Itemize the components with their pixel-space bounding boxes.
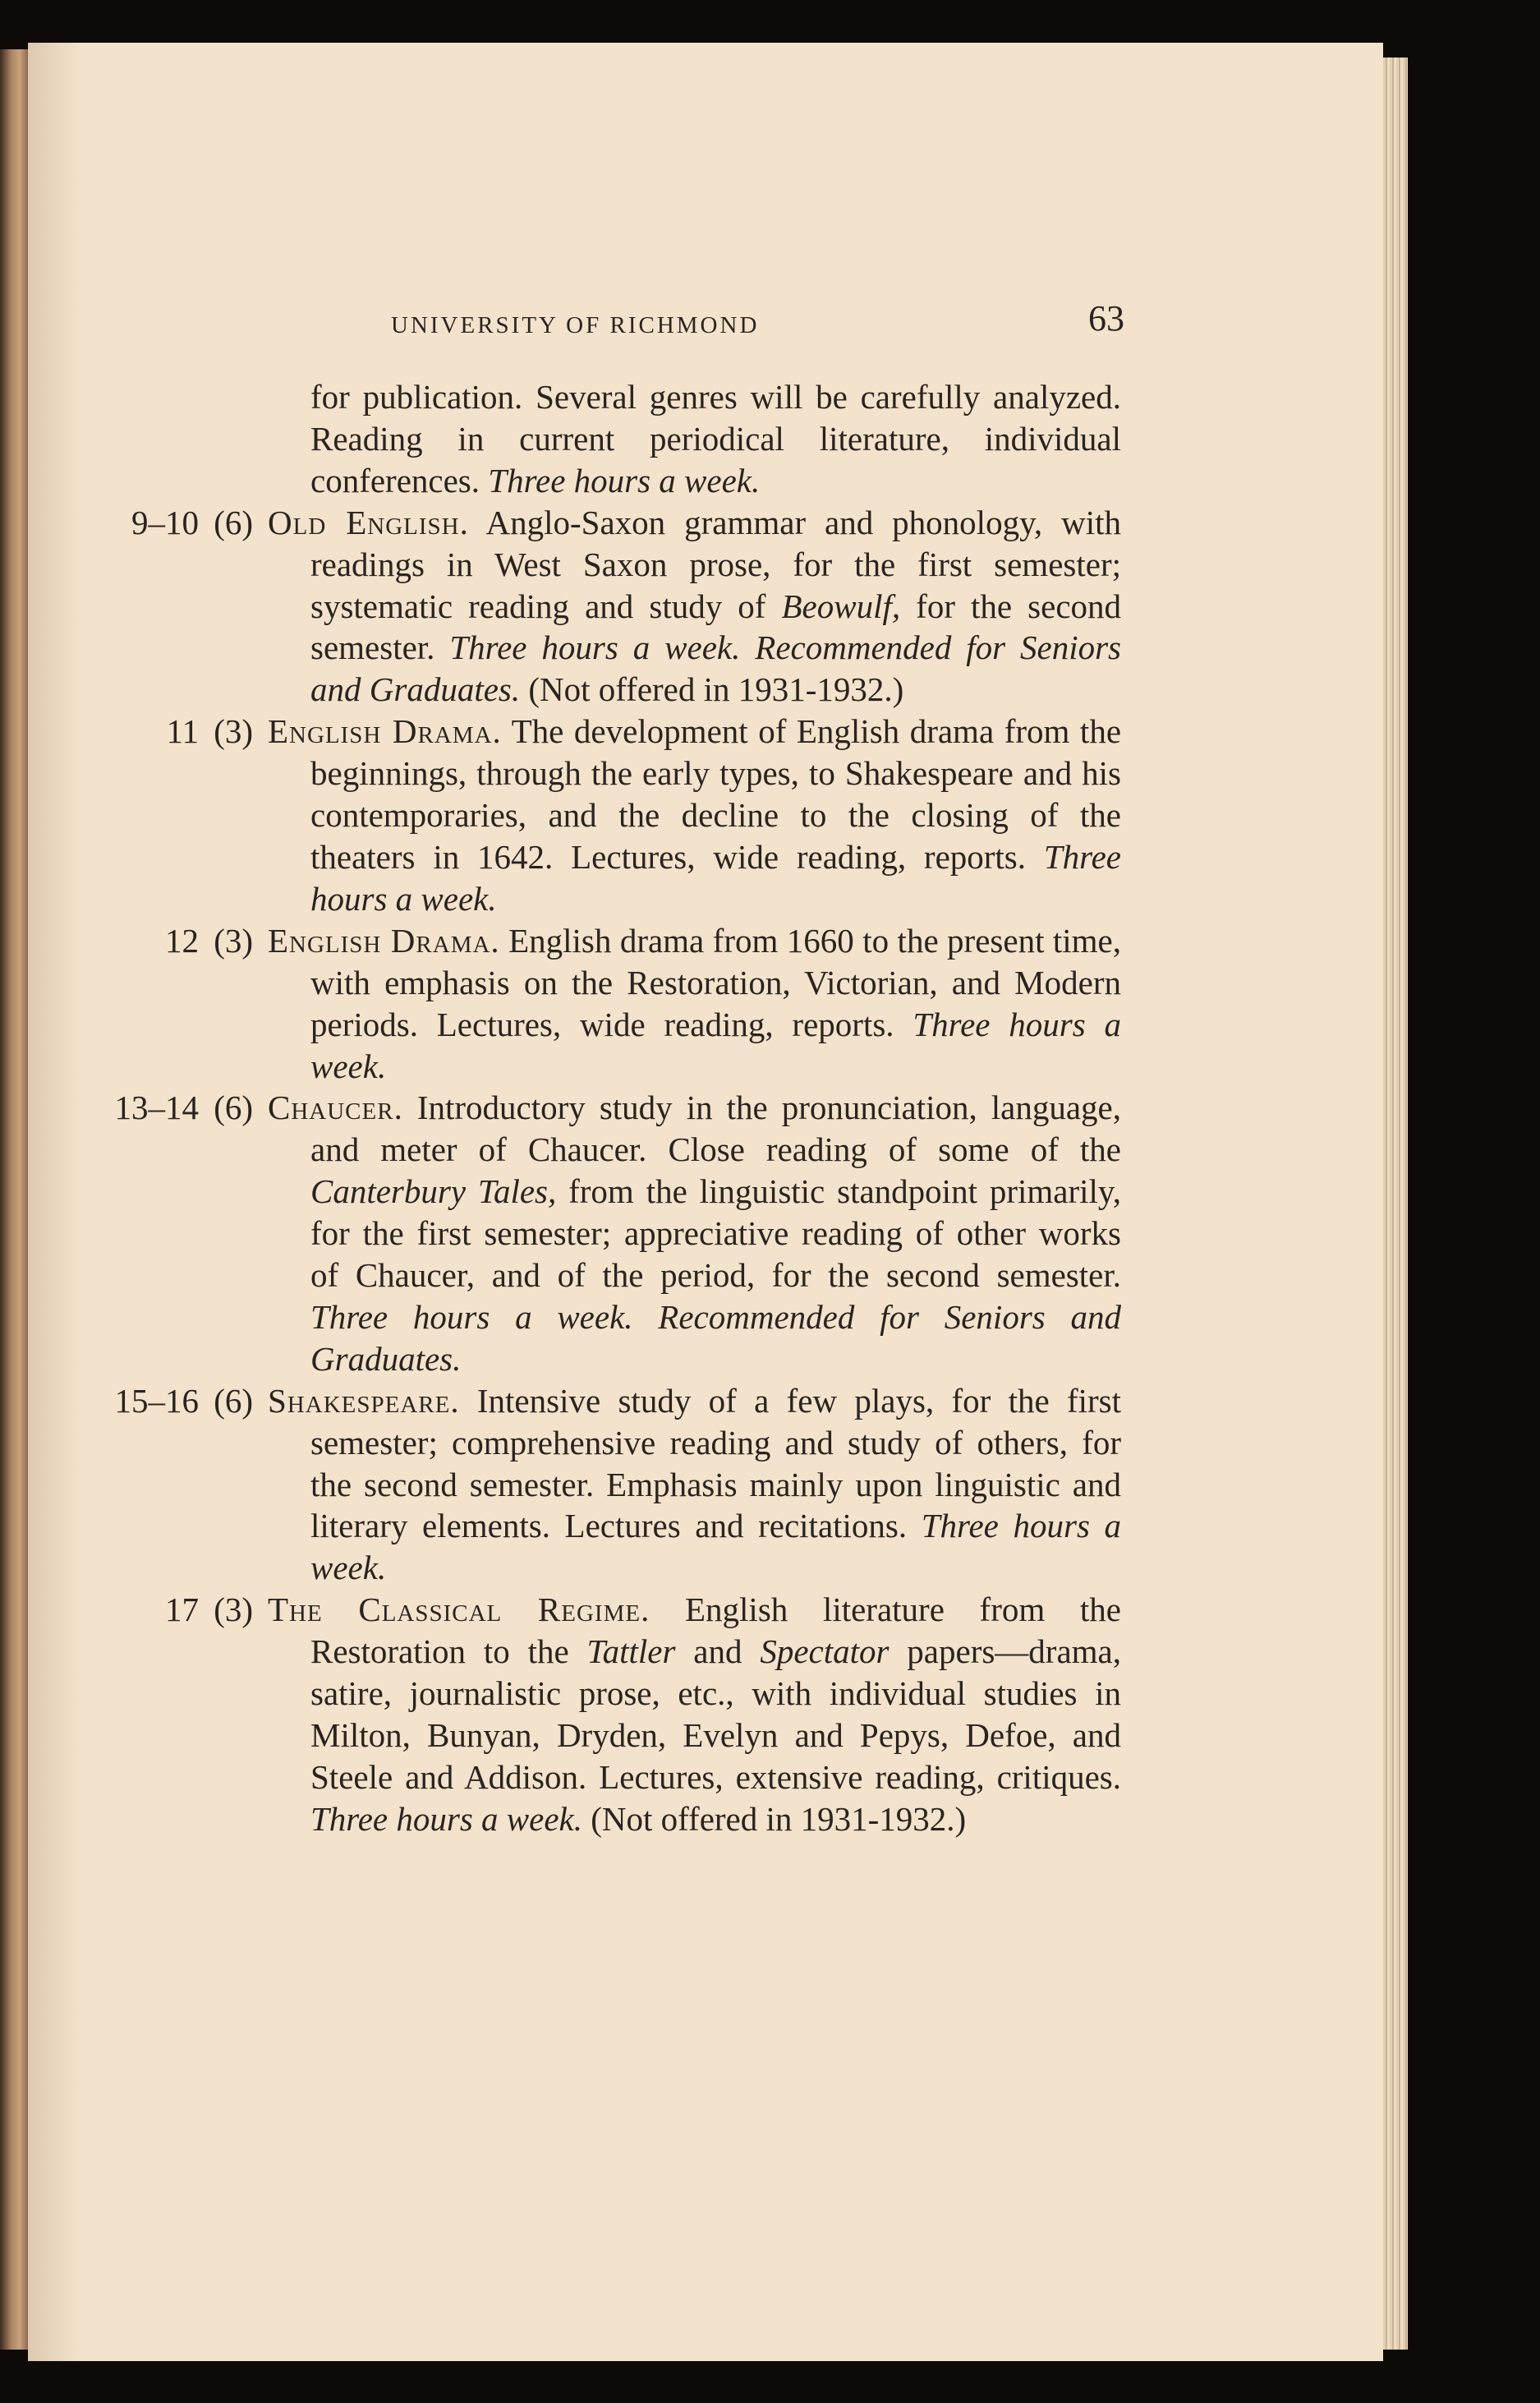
course-entry bbox=[107, 1087, 1121, 1379]
course-title: The Classical Regime. bbox=[268, 1590, 650, 1629]
course-entry bbox=[107, 1380, 1121, 1590]
continuation-paragraph bbox=[107, 376, 1121, 502]
book-binding bbox=[0, 49, 28, 2350]
course-recommendation: Recommended for Seniors and Graduates. bbox=[310, 628, 1122, 709]
header-title: UNIVERSITY OF RICHMOND bbox=[391, 312, 760, 338]
catalog-text bbox=[107, 376, 1121, 1840]
course-entry bbox=[107, 502, 1121, 711]
course-title: English Drama. bbox=[268, 712, 502, 751]
course-credits: (6) bbox=[214, 1089, 253, 1127]
course-entry bbox=[107, 1589, 1121, 1839]
course-hours: Three hours a week. bbox=[310, 1507, 1122, 1587]
course-credits: (3) bbox=[214, 921, 253, 960]
work-title: Spectator bbox=[760, 1632, 890, 1671]
course-description: Anglo-Saxon grammar and phonology, with readings in West Saxon prose, for the first semester; systematic reading and study of bbox=[310, 503, 1121, 625]
course-description: English literature from the Restoration to the bbox=[310, 1590, 1121, 1671]
course-hours: Three hours a week. bbox=[310, 1297, 633, 1336]
course-title: Shakespeare. bbox=[268, 1381, 460, 1420]
course-description: for the second semester. bbox=[310, 587, 1122, 667]
course-description: Intensive study of a few plays, for the first semester; comprehensive reading and study of others, for the second semester. Emphasis mainly upon linguistic and literary elements. Lectures and recitations. bbox=[310, 1381, 1121, 1545]
course-hours: Three hours a week. bbox=[310, 1005, 1122, 1085]
course-hours: Three hours a week. bbox=[310, 837, 1121, 918]
course-title: Old English. bbox=[268, 503, 469, 541]
course-hours: Three hours a week. bbox=[449, 628, 741, 667]
page-edges bbox=[1383, 58, 1408, 2350]
course-title: Chaucer. bbox=[268, 1089, 403, 1127]
course-description: and bbox=[693, 1632, 742, 1671]
course-credits: (6) bbox=[214, 503, 253, 541]
course-entry bbox=[107, 920, 1121, 1088]
course-description: The development of English drama from the beginnings, through the early types, to Shakespeare and his contemporaries, and the decline to the closing of the theaters in 1642. Lectures, wide reading, reports. bbox=[310, 712, 1122, 876]
course-note: (Not offered in 1931-1932.) bbox=[528, 670, 904, 709]
continuation-text: for publication. Several genres will be carefully analyzed. Reading in current periodical literature, individual conferences. bbox=[310, 378, 1121, 499]
continuation-hours: Three hours a week. bbox=[488, 461, 761, 499]
course-number: 11 bbox=[166, 712, 199, 751]
work-title: Canterbury Tales, bbox=[310, 1172, 557, 1211]
course-number: 12 bbox=[165, 921, 199, 960]
page-number: 63 bbox=[1088, 298, 1124, 338]
course-number: 15–16 bbox=[114, 1381, 199, 1420]
course-credits: (3) bbox=[214, 1590, 253, 1629]
course-number: 17 bbox=[165, 1590, 199, 1629]
course-title: English Drama. bbox=[268, 921, 500, 960]
course-hours: Three hours a week. bbox=[310, 1799, 582, 1838]
course-entry bbox=[107, 711, 1121, 920]
course-description: English drama from 1660 to the present time, with emphasis on the Restoration, Victorian, and Modern periods. Lectures, wide reading, reports. bbox=[310, 921, 1122, 1043]
course-note: (Not offered in 1931-1932.) bbox=[591, 1799, 967, 1838]
work-title: Tattler bbox=[586, 1632, 676, 1671]
course-credits: (6) bbox=[214, 1381, 253, 1420]
course-credits: (3) bbox=[214, 712, 253, 751]
course-number: 9–10 bbox=[131, 503, 199, 541]
course-description: from the linguistic standpoint primarily, for the first semester; appreciative reading of other works of Chaucer, and of the period, for the second semester. bbox=[310, 1172, 1121, 1295]
course-number: 13–14 bbox=[114, 1089, 199, 1127]
course-recommendation: Recommended for Seniors and Graduates. bbox=[310, 1297, 1121, 1378]
work-title: Beowulf, bbox=[781, 587, 901, 625]
course-description: Introductory study in the pronunciation, language, and meter of Chaucer. Close reading of some of the bbox=[310, 1089, 1121, 1169]
course-description: papers—drama, satire, journalistic prose, etc., with individual studies in Milton, Bunyan, Dryden, Evelyn and Pepys, Defoe, and Steele and Addison. Lectures, extensive reading, critiques. bbox=[310, 1632, 1121, 1796]
